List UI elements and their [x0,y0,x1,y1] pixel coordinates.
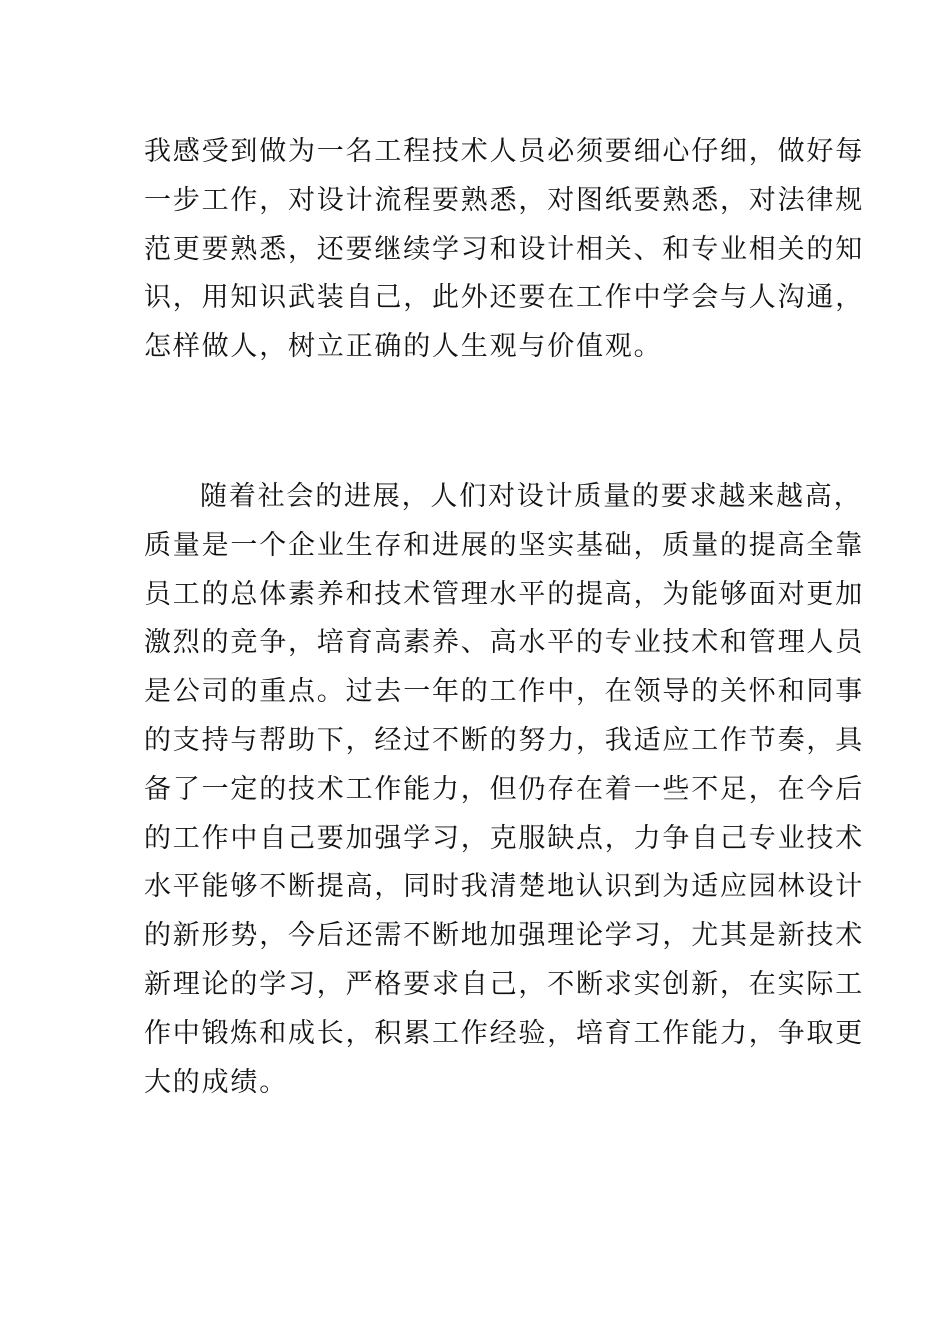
paragraph-line: 作中锻炼和成长，积累工作经验，培育工作能力，争取更 [144,1017,864,1049]
paragraph-2 [144,473,864,1107]
paragraph-line: 是公司的重点。过去一年的工作中，在领导的关怀和同事 [144,676,864,708]
paragraph-line: 怎样做人，树立正确的人生观与价值观。 [144,331,663,363]
paragraph-line: 一步工作，对设计流程要熟悉，对图纸要熟悉，对法律规 [144,184,864,216]
paragraph-line: 质量是一个企业生存和进展的坚实基础，质量的提高全靠 [144,529,864,561]
paragraph-line: 识，用知识武装自己，此外还要在工作中学会与人沟通， [144,282,864,314]
paragraph-line: 的新形势，今后还需不断地加强理论学习，尤其是新技术 [144,920,864,952]
paragraph-line: 范更要熟悉，还要继续学习和设计相关、和专业相关的知 [144,233,864,265]
paragraph-line: 我感受到做为一名工程技术人员必须要细心仔细，做好每 [144,136,864,167]
paragraph-line: 大的成绩。 [144,1066,288,1098]
paragraph-line: 随着社会的进展，人们对设计质量的要求越来越高， [200,481,863,512]
paragraph-line: 激烈的竞争，培育高素养、高水平的专业技术和管理人员 [144,627,864,659]
paragraph-line: 的工作中自己要加强学习，克服缺点，力争自己专业技术 [144,822,864,854]
paragraph-1 [144,128,864,372]
paragraph-line: 水平能够不断提高，同时我清楚地认识到为适应园林设计 [144,871,864,903]
paragraph-line: 的支持与帮助下，经过不断的努力，我适应工作节奏，具 [144,724,864,756]
paragraph-line: 员工的总体素养和技术管理水平的提高，为能够面对更加 [144,578,864,610]
paragraph-line: 备了一定的技术工作能力，但仍存在着一些不足，在今后 [144,773,864,805]
paragraph-line: 新理论的学习，严格要求自己，不断求实创新，在实际工 [144,968,864,1000]
